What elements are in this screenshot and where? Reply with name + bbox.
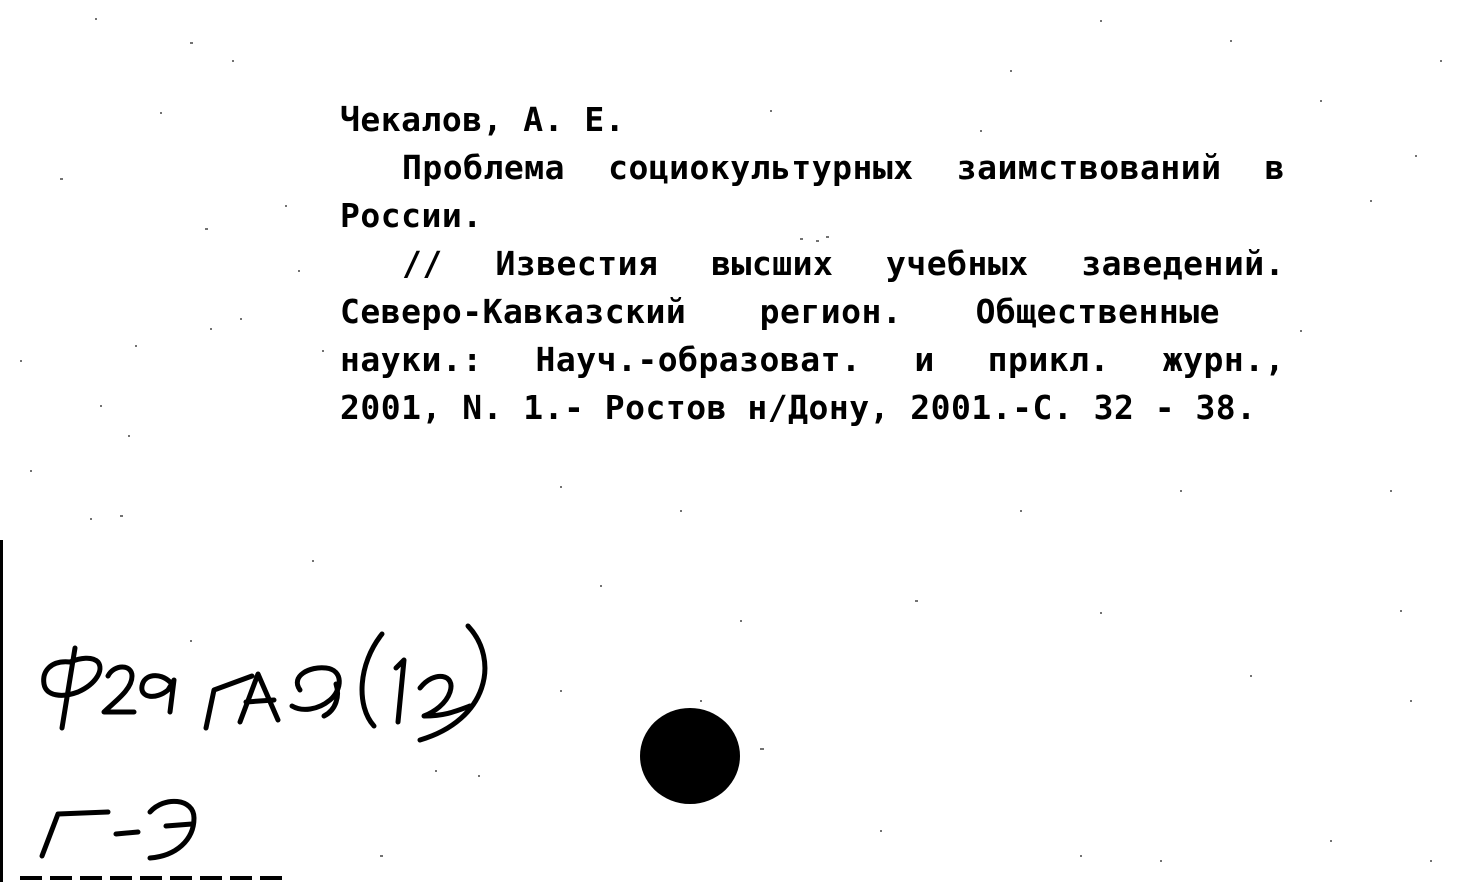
source-word: и [914,340,935,379]
source-word: высших [711,244,834,283]
punch-hole [640,708,740,804]
source-line-4: 2001, N. 1.- Ростов н/Дону, 2001.-С. 32 - 38. [340,388,1257,427]
source-word: журн., [1162,340,1285,379]
source-word: прикл. [987,340,1110,379]
title-word: социокультурных [608,148,914,187]
source-word: Известия [495,244,659,283]
source-word: учебных [886,244,1029,283]
source-word: регион. [759,292,903,331]
source-word: Науч.-образоват. [535,340,862,379]
source-word: // [402,244,443,283]
title-word: в [1264,148,1285,187]
source-word: Общественные [975,292,1220,331]
title-line-2: России. [340,196,483,235]
title-word: заимствований [956,148,1222,187]
source-word: науки.: [340,340,483,379]
author-line: Чекалов, А. Е. [340,100,626,139]
source-word: Северо-Кавказский [340,292,687,331]
title-word: Проблема [402,148,565,187]
source-word: заведений. [1081,244,1285,283]
